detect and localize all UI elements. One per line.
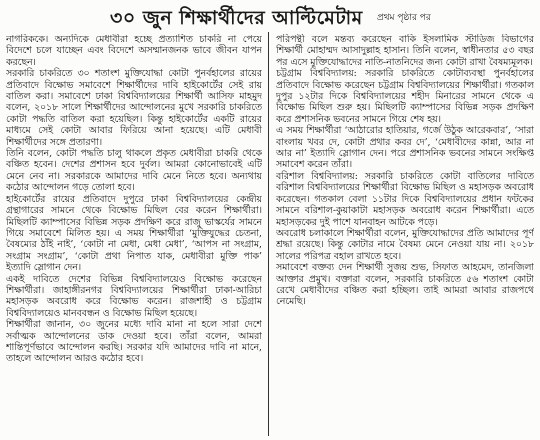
paragraph: একই দাবিতে দেশের বিভিন্ন বিশ্ববিদ্যালয়েও বিক্ষোভ করেছেন শিক্ষার্থীরা। জাহাঙ্গীরনগর বিশ্ববিদ্যালয়ের শিক্ষার্থীরা ঢাকা-আরিচা মহাসড়ক অবরোধ করে বিক্ষোভ করেন। রাজশাহী ও চট্টগ্রাম বিশ্ববিদ্যালয়েও মানববন্ধন ও বিক্ষোভ মিছিল হয়েছে। — [6, 273, 262, 319]
paragraph: নাগরিককে। অন্যদিকে মেধাবীরা হচ্ছে প্রত্যাশিত চাকরি না পেয়ে বিদেশে চলে যাচ্ছেন এবং বিদেশে অসম্মানজনক ভাবে জীবন যাপন করছেন। — [6, 34, 262, 68]
article-left-column — [6, 34, 262, 438]
paragraph: চট্টগ্রাম বিশ্ববিদ্যালয়: সরকারি চাকরিতে কোটাব্যবস্থা পুনর্বহালের প্রতিবাদে বিক্ষোভ করেছেন চট্টগ্রাম বিশ্ববিদ্যালয়ের শিক্ষার্থীরা। গতকাল দুপুর ১২টার দিকে বিশ্ববিদ্যালয়ের শহীদ মিনারের সামনে থেকে এ বিক্ষোভ মিছিল শুরু হয়। মিছিলটি ক্যাম্পাসের বিভিন্ন সড়ক প্রদক্ষিণ করে প্রশাসনিক ভবনের সামনে গিয়ে শেষ হয়। — [276, 68, 534, 125]
column-divider — [268, 32, 269, 436]
article-headline: ৩০ জুন শিক্ষার্থীদের আল্টিমেটাম — [110, 7, 363, 29]
paragraph: তিনি বলেন, কোটা পদ্ধতি চালু থাকলে প্রকৃত মেধাবীরা চাকরি থেকে বঞ্চিত হবেন। দেশের প্রশাসন হবে দুর্বল। আমরা কোনোভাবেই এটি মেনে নেব না। সরকারকে আমাদের দাবি মেনে নিতে হবে। অন্যথায় কঠোর আন্দোলন গড়ে তোলা হবে। — [6, 148, 262, 194]
article-right-column — [276, 34, 534, 438]
paragraph: হাইকোর্টের রায়ের প্রতিবাদে দুপুরে ঢাকা বিশ্ববিদ্যালয়ের কেন্দ্রীয় গ্রন্থাগারের সামনে থেকে বিক্ষোভ মিছিল বের করেন শিক্ষার্থীরা। মিছিলটি ক্যাম্পাসের বিভিন্ন সড়ক প্রদক্ষিণ করে রাজু ভাস্কর্যের সামনে গিয়ে সমাবেশে মিলিত হয়। এ সময় শিক্ষার্থীরা ‘মুক্তিযুদ্ধের চেতনা, বৈষম্যের ঠাঁই নাই’, ‘কোটা না মেধা, মেধা মেধা’, ‘আপস না সংগ্রাম, সংগ্রাম সংগ্রাম’, ‘কোটা প্রথা নিপাত যাক, মেধাবীরা মুক্তি পাক’ ইত্যাদি স্লোগান দেন। — [6, 193, 262, 274]
paragraph: অবরোধ চলাকালে শিক্ষার্থীরা বলেন, মুক্তিযোদ্ধাদের প্রতি আমাদের পূর্ণ শ্রদ্ধা রয়েছে। কিন্তু কোটার নামে বৈষম্য মেনে নেওয়া যায় না। ২০১৮ সালের পরিপত্র বহাল রাখতে হবে। — [276, 227, 534, 262]
paragraph: সমাবেশে বক্তব্য দেন শিক্ষার্থী সুজয় শুভ, সিফাত আহমেদ, তানজিলা আক্তার প্রমুখ। বক্তারা বলেন, সরকারি চাকরিতে ৫৬ শতাংশ কোটা রেখে মেধাবীদের বঞ্চিত করা হচ্ছিল। তাই আমরা আবার রাজপথে নেমেছি। — [276, 262, 534, 308]
paragraph: এ সময় শিক্ষার্থীরা ‘আঠারোর হাতিয়ার, গর্জে উঠুক আরেকবার’, ‘সারা বাংলায় খবর দে, কোটা প্রথার কবর দে’, ‘মেধাবীদের কান্না, আর না আর না’ ইত্যাদি স্লোগান দেন। পরে প্রশাসনিক ভবনের সামনে সংক্ষিপ্ত সমাবেশ করেন তাঁরা। — [276, 125, 534, 171]
continued-from-label: প্রথম পৃষ্ঠার পর — [377, 13, 431, 23]
paragraph: পরিপন্থী বলে মন্তব্য করেছেন বাকি ইসলামিক স্টাডিজ বিভাগের শিক্ষার্থী মোহাম্মদ আসাদুল্লাহ হাসান। তিনি বলেন, স্বাধীনতার ৫৩ বছর পর এসে মুক্তিযোদ্ধাদের নাতি-নাতনিদের জন্য কোটা রাখা বৈষম্যমূলক। — [276, 34, 534, 68]
paragraph: বরিশাল বিশ্ববিদ্যালয়: সরকারি চাকরিতে কোটা বাতিলের দাবিতে বরিশাল বিশ্ববিদ্যালয়ের শিক্ষার্থীরা বিক্ষোভ মিছিল ও মহাসড়ক অবরোধ করেছেন। গতকাল বেলা ১১টার দিকে বিশ্ববিদ্যালয়ের প্রধান ফটকের সামনে বরিশাল-কুয়াকাটা মহাসড়ক অবরোধ করেন শিক্ষার্থীরা। এতে মহাসড়কের দুই পাশে যানবাহন আটকে পড়ে। — [276, 170, 534, 228]
paragraph: সরকারি চাকরিতে ৩০ শতাংশ মুক্তিযোদ্ধা কোটা পুনর্বহালের রায়ের প্রতিবাদে বিক্ষোভ সমাবেশে শিক্ষার্থীদের দাবি হাইকোর্টের সেই রায় বাতিল করা। সমাবেশে ঢাকা বিশ্ববিদ্যালয়ের শিক্ষার্থী আসিফ মাহমুদ বলেন, ২০১৮ সালে শিক্ষার্থীদের আন্দোলনের মুখে সরকারি চাকরিতে কোটা পদ্ধতি বাতিল করা হয়েছিল। কিন্তু হাইকোর্টের একটি রায়ের মাধ্যমে সেই কোটা আবার ফিরিয়ে আনা হয়েছে। এটি মেধাবী শিক্ষার্থীদের সঙ্গে প্রতারণা। — [6, 68, 262, 148]
paragraph: শিক্ষার্থীরা জানান, ৩০ জুনের মধ্যে দাবি মানা না হলে সারা দেশে সর্বাত্মক আন্দোলনের ডাক দেওয়া হবে। তাঁরা বলেন, আমরা শান্তিপূর্ণভাবে আন্দোলন করছি। সরকার যদি আমাদের দাবি না মানে, তাহলে আন্দোলন আরও কঠোর হবে। — [6, 319, 262, 365]
